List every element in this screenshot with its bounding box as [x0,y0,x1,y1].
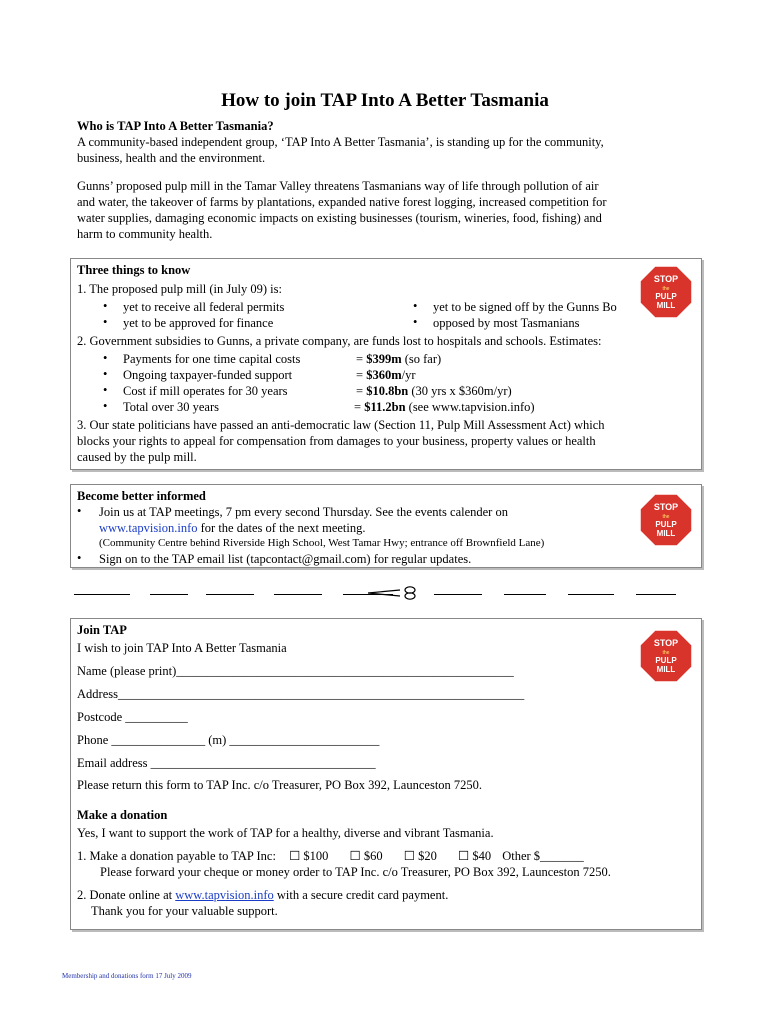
donation-option-2: 2. Donate online at www.tapvision.info with a secure credit card payment. [77,888,449,902]
intro-p2-line2: and water, the takeover of farms by plantations, expanded native forest logging, increased competition for [77,195,607,209]
meetings-line2: www.tapvision.info for the dates of the next meeting. [99,521,366,535]
svg-text:MILL: MILL [656,301,676,310]
bullet-icon: • [413,315,418,329]
svg-text:PULP: PULP [655,520,677,529]
email-field[interactable]: Email address ____________________________________ [77,756,376,770]
intro-p1-line2: business, health and the environment. [77,151,266,165]
svg-text:MILL: MILL [656,529,676,538]
other-amount-field[interactable]: Other $_______ [502,849,584,863]
finance-bullet: yet to be approved for finance [123,316,274,330]
svg-text:the: the [662,650,670,656]
cost-value: = $399m (so far) [356,352,442,366]
informed-box [70,484,702,568]
intro-heading: Who is TAP Into A Better Tasmania? [77,119,274,133]
stop-sign-icon [639,493,693,547]
cost-label: Cost if mill operates for 30 years [123,384,288,398]
name-field[interactable]: Name (please print)______________________________________________________ [77,664,514,678]
item2-text: 2. Government subsidies to Gunns, a private company, are funds lost to hospitals and schools. Estimates: [77,334,602,348]
meetings-line1: Join us at TAP meetings, 7 pm every second Thursday. See the events calender on [99,505,508,519]
cost-label: Payments for one time capital costs [123,352,301,366]
amount-60-checkbox[interactable]: ☐ $60 [349,849,383,863]
tapvision-link[interactable]: www.tapvision.info [175,888,274,902]
cost-value: = $11.2bn (see www.tapvision.info) [354,400,535,414]
join-box [70,618,702,930]
bullet-icon: • [103,299,108,313]
bullet-icon: • [103,315,108,329]
donation-option-1: 1. Make a donation payable to TAP Inc: ☐ $100 ☐ $60 ☐ $20 ☐ $40 Other $_______ [77,849,584,863]
bullet-icon: • [77,551,82,565]
item1-text: 1. The proposed pulp mill (in July 09) is: [77,282,282,296]
svg-text:PULP: PULP [655,292,677,301]
three-things-box [70,258,702,470]
intro-p2-line3: water supplies, damaging economic impacts on existing businesses (tourism, wineries, food, fishing) and [77,211,602,225]
stop-sign-icon [639,629,693,683]
address-field[interactable]: Address_________________________________________________________________ [77,687,525,701]
cost-value: = $360m/yr [356,368,416,382]
bullet-icon: • [103,383,108,397]
donation-heading: Make a donation [77,808,168,822]
cheque-instructions: Please forward your cheque or money order to TAP Inc. c/o Treasurer, PO Box 392, Launceston 7250. [100,865,611,879]
bullet-icon: • [77,504,82,518]
donation-intro: Yes, I want to support the work of TAP for a healthy, diverse and vibrant Tasmania. [77,826,494,840]
amount-40-checkbox[interactable]: ☐ $40 [457,849,492,863]
thanks-text: Thank you for your valuable support. [91,904,278,918]
email-list-text: Sign on to the TAP email list (tapcontact@gmail.com) for regular updates. [99,552,472,566]
return-instructions: Please return this form to TAP Inc. c/o Treasurer, PO Box 392, Launceston 7250. [77,778,483,792]
svg-text:the: the [662,286,670,292]
bullet-icon: • [103,351,108,365]
svg-text:MILL: MILL [656,665,676,674]
svg-text:PULP: PULP [655,656,677,665]
cost-label: Total over 30 years [123,400,219,414]
tapvision-link[interactable]: www.tapvision.info [99,521,198,535]
item3-line3: caused by the pulp mill. [77,450,197,464]
svg-text:STOP: STOP [653,502,679,512]
amount-20-checkbox[interactable]: ☐ $20 [403,849,437,863]
signoff-bullet: yet to be signed off by the Gunns Bo [433,300,617,314]
intro-p2-line1: Gunns’ proposed pulp mill in the Tamar Valley threatens Tasmanians way of life through pollution of air [77,179,599,193]
three-things-heading: Three things to know [77,263,191,277]
intro-p1-line1: A community-based independent group, ‘TAP Into A Better Tasmania’, is standing up for the community, [77,135,604,149]
phone-field[interactable]: Phone _______________ (m) ________________________ [77,733,380,747]
svg-text:STOP: STOP [653,638,679,648]
page-title: How to join TAP Into A Better Tasmania [221,90,549,111]
cost-value: = $10.8bn (30 yrs x $360m/yr) [356,384,512,398]
footer-note: Membership and donations form 17 July 2009 [62,972,192,980]
join-intro: I wish to join TAP Into A Better Tasmania [77,641,287,655]
intro-p2-line4: harm to community health. [77,227,213,241]
informed-heading: Become better informed [77,489,206,503]
svg-text:STOP: STOP [653,274,679,284]
bullet-icon: • [413,299,418,313]
bullet-icon: • [103,367,108,381]
join-heading: Join TAP [77,623,127,637]
opposed-bullet: opposed by most Tasmanians [433,316,580,330]
bullet-icon: • [103,399,108,413]
postcode-field[interactable]: Postcode __________ [77,710,188,724]
item3-line2: blocks your rights to appeal for compensation from damages to your business, property values or health [77,434,596,448]
item3-line1: 3. Our state politicians have passed an anti-democratic law (Section 11, Pulp Mill Assessment Act) which [77,418,605,432]
cost-label: Ongoing taxpayer-funded support [123,368,293,382]
amount-100-checkbox[interactable]: ☐ $100 [289,849,329,863]
meetings-location: (Community Centre behind Riverside High School, West Tamar Hwy; entrance off Brownfield Lane) [99,537,545,549]
permit-bullet: yet to receive all federal permits [123,300,285,314]
svg-text:the: the [662,514,670,520]
stop-sign-icon [639,265,693,319]
scissors-icon [366,584,422,600]
